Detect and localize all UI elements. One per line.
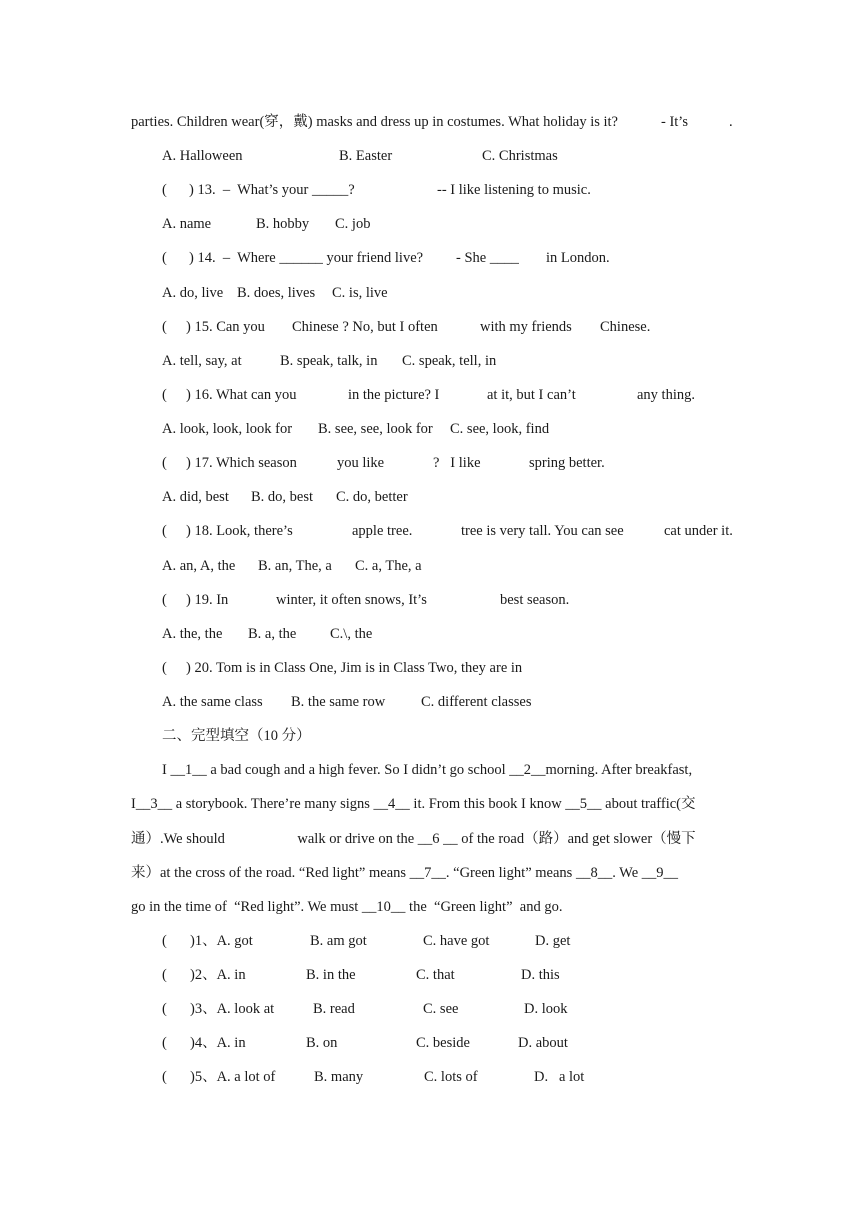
cloze-option-b: B. in the [306,967,356,983]
cloze-option-c: C. lots of [424,1069,478,1085]
q12-option-b: B. Easter [339,148,393,164]
q17-option-a: A. did, best [162,489,229,505]
cloze-option-c: C. have got [423,933,490,949]
q16-part-4: any thing. [637,387,695,403]
q13-option-c: C. job [335,216,371,232]
q12-option-c: C. Christmas [482,148,558,164]
cloze-option-a: )3、A. look at [190,1001,275,1017]
cloze-option-d: D. look [524,1001,568,1017]
cloze-option-c: C. that [416,967,455,983]
q14-option-b: B. does, lives [237,285,316,301]
q16-part-1: ) 16. What can you [186,387,297,403]
q18-part-1: ) 18. Look, there’s [186,523,293,539]
q12-stem: parties. Children wear(穿，戴) masks and dress up in costumes. What holiday is it? [131,114,618,130]
cloze-paren: ( [162,1001,167,1017]
q19-option-a: A. the, the [162,626,223,642]
passage-line-2: I__3__ a storybook. There’re many signs __4__ it. From this book I know __5__ about traffic(交 [131,796,696,812]
q18-part-3: tree is very tall. You can see [461,523,624,539]
q13-answer: -- I like listening to music. [437,182,591,198]
q17-part-4: spring better. [529,455,605,471]
q16-part-3: at it, but I can’t [487,387,576,403]
q15-part-1: ) 15. Can you [186,319,265,335]
q17-paren: ( [162,455,167,471]
q16-option-b: B. see, see, look for [318,421,433,437]
cloze-option-a: )5、A. a lot of [190,1069,276,1085]
q18-part-2: apple tree. [352,523,413,539]
q14-option-a: A. do, live [162,285,224,301]
q16-option-c: C. see, look, find [450,421,550,437]
cloze-option-a: )1、A. got [190,933,253,949]
passage-line-1: I __1__ a bad cough and a high fever. So I didn’t go school __2__morning. After breakfast, [162,762,693,778]
cloze-option-c: C. beside [416,1035,470,1051]
q14-paren: ( [162,250,167,266]
q15-paren: ( [162,319,167,335]
q18-option-c: C. a, The, a [355,558,422,574]
passage-line-4: 来）at the cross of the road. “Red light” means __7__. “Green light” means __8__. We __9__ [131,865,679,881]
section-title: 二、完型填空（10 分） [162,728,311,744]
q19-paren: ( [162,592,167,608]
q19-option-c: C.\, the [330,626,373,642]
q16-part-2: in the picture? I [348,387,440,403]
q20-paren: ( [162,660,167,676]
q17-option-c: C. do, better [336,489,408,505]
q20-option-b: B. the same row [291,694,386,710]
q18-option-b: B. an, The, a [258,558,332,574]
q19-part-2: winter, it often snows, It’s [276,592,427,608]
q14-option-c: C. is, live [332,285,388,301]
cloze-option-b: B. on [306,1035,338,1051]
cloze-option-c: C. see [423,1001,459,1017]
passage-line-5: go in the time of “Red light”. We must __10__ the “Green light” and go. [131,899,563,915]
q15-part-3: with my friends [480,319,572,335]
q15-part-2: Chinese ? No, but I often [292,319,438,335]
cloze-paren: ( [162,933,167,949]
cloze-option-d: D. about [518,1035,568,1051]
q15-option-c: C. speak, tell, in [402,353,497,369]
q20-option-a: A. the same class [162,694,263,710]
q15-option-b: B. speak, talk, in [280,353,378,369]
q14-stem: ) 14. – Where ______ your friend live? [189,250,424,266]
q20-stem: ) 20. Tom is in Class One, Jim is in Class Two, they are in [186,660,523,676]
q13-option-b: B. hobby [256,216,310,232]
q13-stem: ) 13. – What’s your _____? [189,182,355,198]
q17-part-1: ) 17. Which season [186,455,297,471]
cloze-paren: ( [162,967,167,983]
cloze-option-a: )4、A. in [190,1035,246,1051]
q18-paren: ( [162,523,167,539]
q13-option-a: A. name [162,216,212,232]
q17-part-3: ? I like [433,455,481,471]
q19-option-b: B. a, the [248,626,297,642]
cloze-option-d: D. this [521,967,560,983]
q15-part-4: Chinese. [600,319,651,335]
q19-part-1: ) 19. In [186,592,229,608]
cloze-option-d: D. a lot [534,1069,585,1085]
cloze-option-b: B. read [313,1001,355,1017]
cloze-option-a: )2、A. in [190,967,246,983]
q12-period: . [729,114,733,130]
q16-option-a: A. look, look, look for [162,421,293,437]
q19-part-3: best season. [500,592,570,608]
q12-answer: - It’s [661,114,688,130]
q18-part-4: cat under it. [664,523,733,539]
q20-option-c: C. different classes [421,694,532,710]
q18-option-a: A. an, A, the [162,558,236,574]
q14-tail: in London. [546,250,610,266]
cloze-option-b: B. am got [310,933,367,949]
passage-line-3: 通）.We should walk or drive on the __6 __ of the road（路）and get slower（慢下 [131,831,696,847]
cloze-paren: ( [162,1069,167,1085]
q15-option-a: A. tell, say, at [162,353,242,369]
cloze-paren: ( [162,1035,167,1051]
q17-option-b: B. do, best [251,489,314,505]
q13-paren: ( [162,182,167,198]
cloze-option-b: B. many [314,1069,364,1085]
q16-paren: ( [162,387,167,403]
q12-option-a: A. Halloween [162,148,243,164]
cloze-option-d: D. get [535,933,571,949]
q14-answer: - She ____ [456,250,519,266]
q17-part-2: you like [337,455,385,471]
